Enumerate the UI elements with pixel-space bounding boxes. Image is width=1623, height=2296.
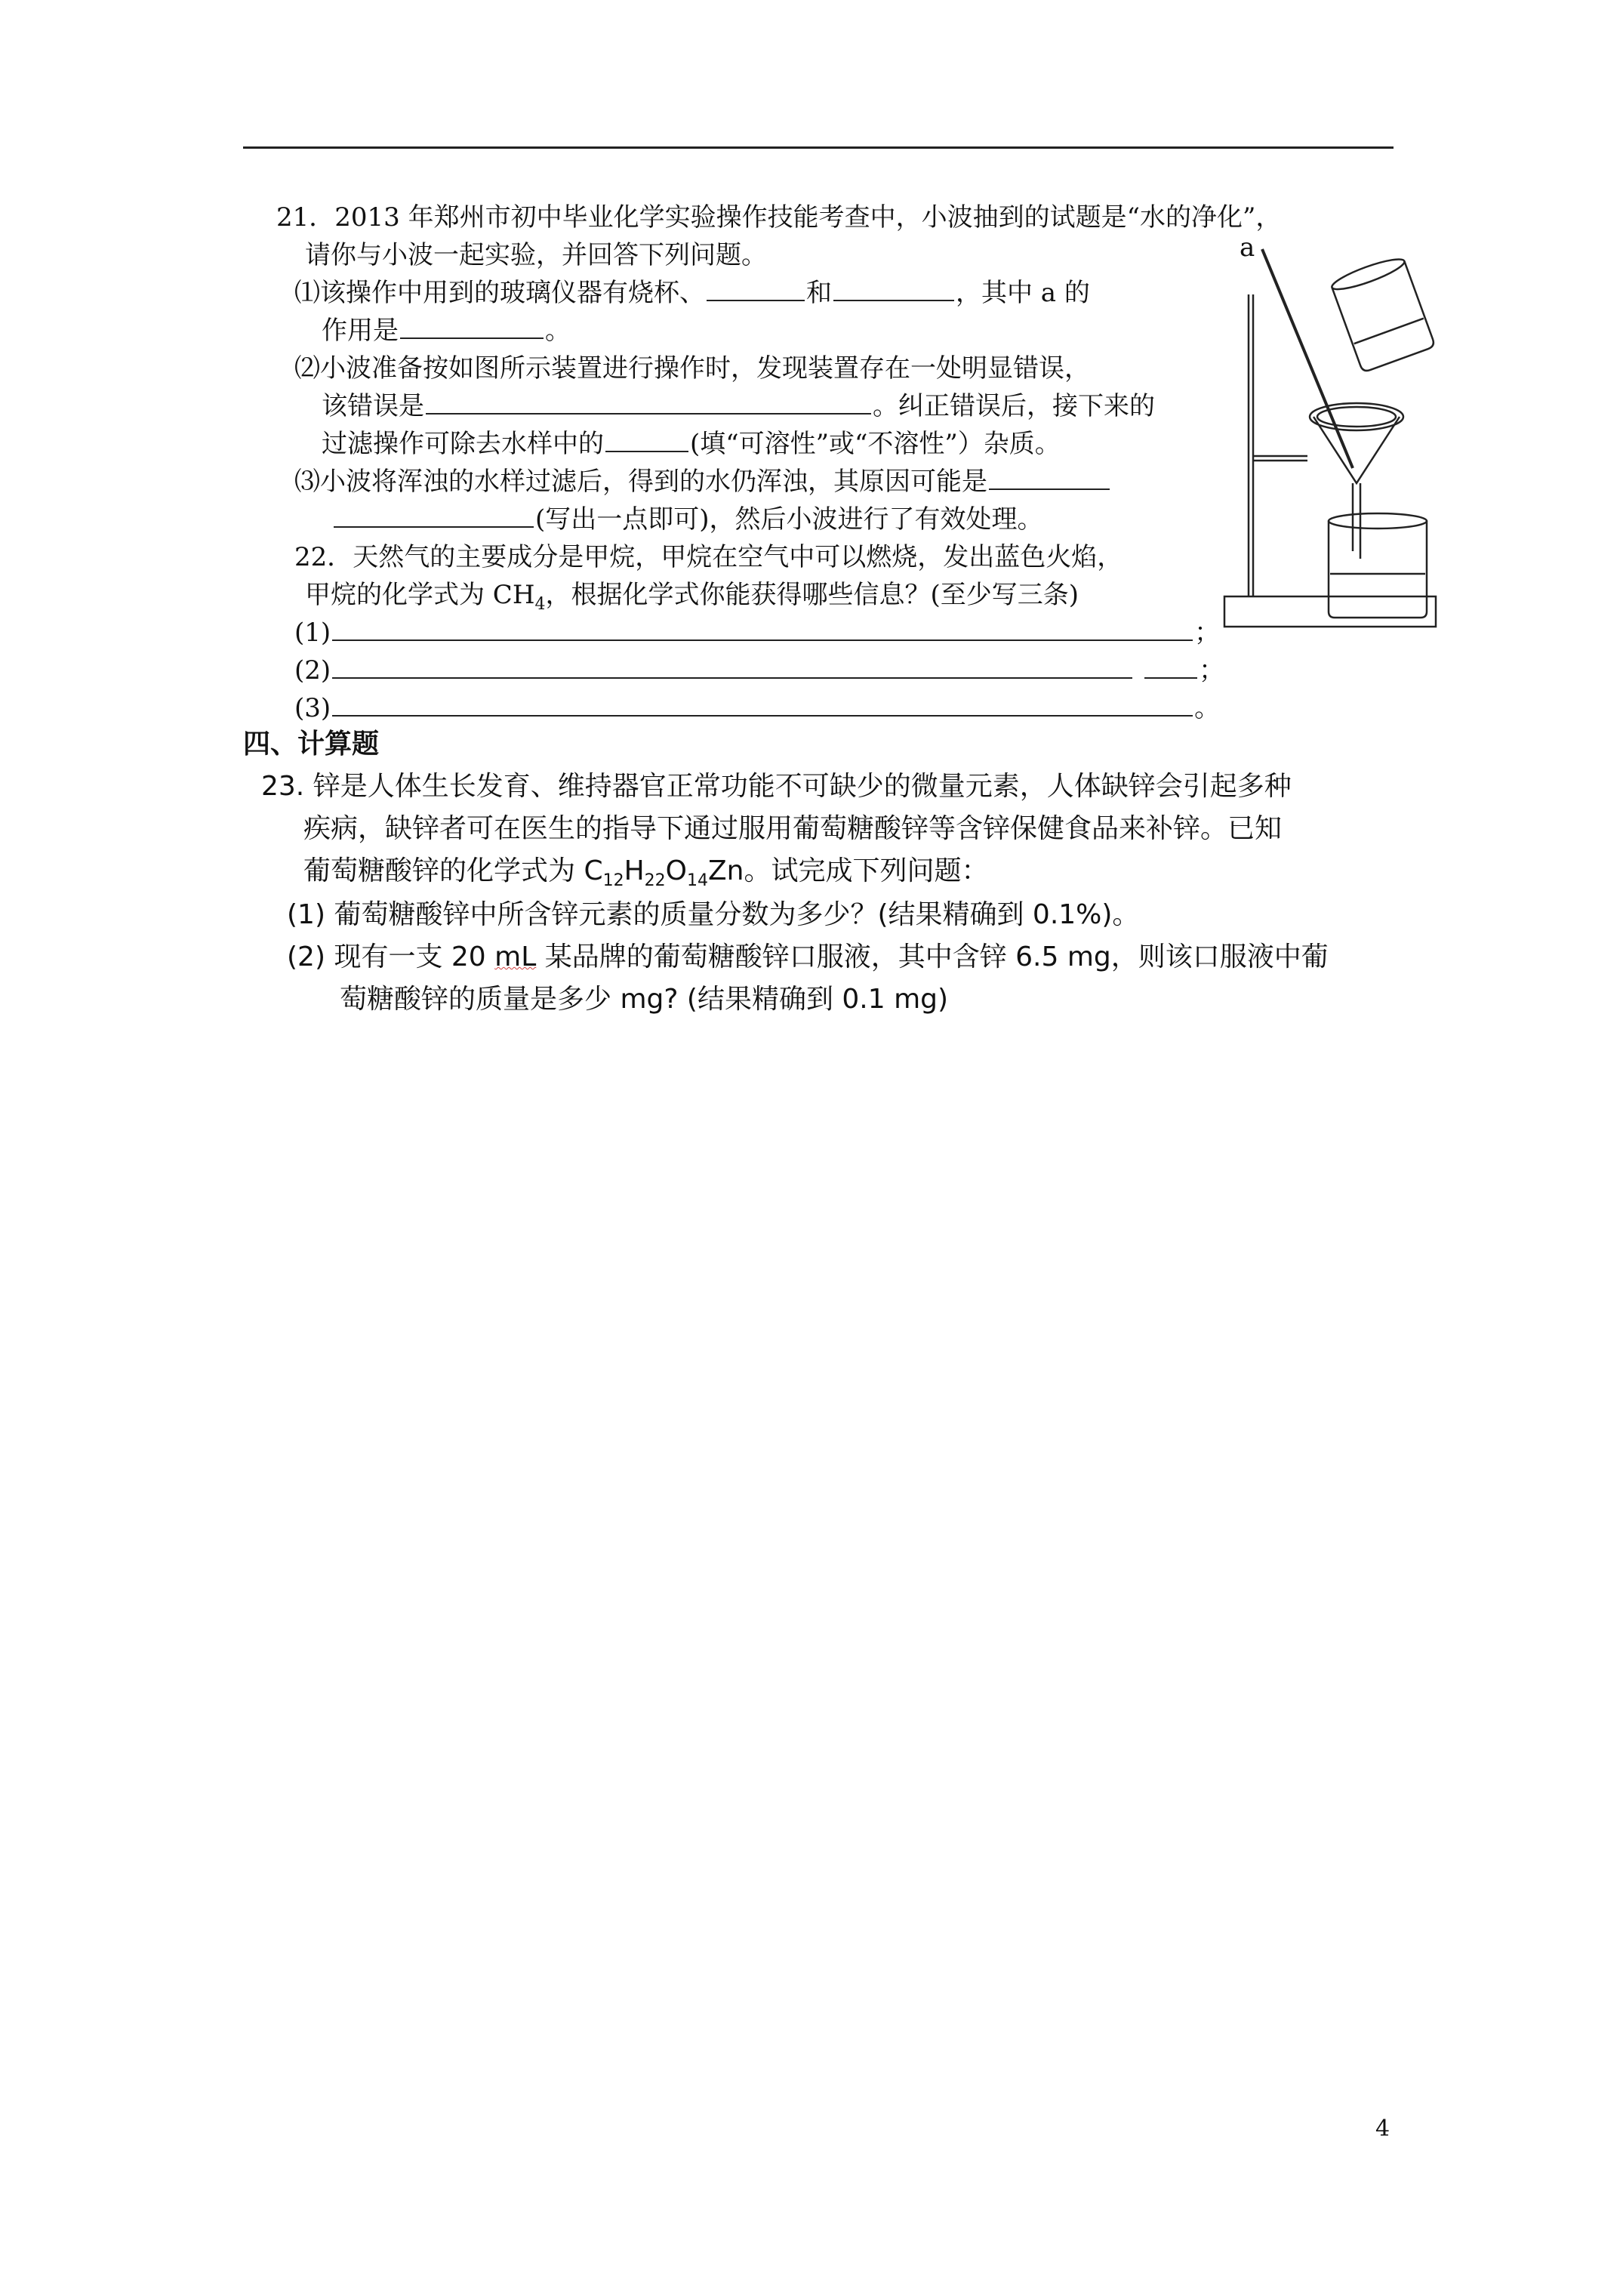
q22-answer-2-end: ； xyxy=(1199,655,1225,686)
answer-blank-2[interactable] xyxy=(833,277,954,301)
q23-formula-c: 葡萄糖酸锌的化学式为 C xyxy=(303,855,603,886)
q21-p1-text-b: 和 xyxy=(806,278,832,308)
q22-answer-3-label: (3) xyxy=(294,693,331,723)
answer-blank-7[interactable] xyxy=(334,504,534,528)
answer-blank-8[interactable] xyxy=(332,617,1193,641)
q22-answer-1 xyxy=(294,616,1220,649)
q22-subscript: 4 xyxy=(534,594,546,614)
q22-text2a: 甲烷的化学式为 CH xyxy=(305,580,535,610)
q23-p2-text-b: 某品牌的葡萄糖酸锌口服液，其中含锌 6.5 mg，则该口服液中葡 xyxy=(536,942,1329,972)
q22-answer-1-label: (1) xyxy=(294,618,331,648)
answer-blank-9[interactable] xyxy=(332,655,1132,679)
q23-line3 xyxy=(303,855,989,891)
q22-text2b: ，根据化学式你能获得哪些信息？(至少写三条) xyxy=(545,580,1079,610)
q21-p1-text-e: 。 xyxy=(545,316,571,346)
q22-answer-3-end: 。 xyxy=(1194,693,1221,723)
answer-blank-6[interactable] xyxy=(989,466,1110,490)
q21-line1 xyxy=(276,201,1281,234)
q21-part2-line2 xyxy=(322,390,1155,423)
q21-p2-text-d: 过滤操作可除去水样中的 xyxy=(322,429,604,459)
pouring-beaker xyxy=(1329,254,1435,372)
section-title xyxy=(243,728,379,761)
q21-p1-text-c: ，其中 a 的 xyxy=(956,278,1090,308)
answer-blank-1[interactable] xyxy=(707,277,805,301)
answer-blank-5[interactable] xyxy=(605,428,688,452)
stand-base xyxy=(1224,596,1436,627)
glass-rod-a xyxy=(1262,249,1353,468)
q23-part2-line2 xyxy=(340,983,948,1016)
header-rule xyxy=(243,146,1394,149)
q21-part1-line1 xyxy=(294,276,1090,310)
q23-p2-unit: mL xyxy=(494,942,537,972)
answer-blank-3[interactable] xyxy=(400,315,544,339)
q21-p2-text-b: 该错误是 xyxy=(322,391,424,421)
answer-blank-4[interactable] xyxy=(426,390,871,415)
section-title-text: 四、计算题 xyxy=(243,729,380,760)
q23-text1: 23. 锌是人体生长发育、维持器官正常功能不可缺少的微量元素，人体缺锌会引起多种 xyxy=(261,771,1292,802)
q23-p2-text-a: (2) 现有一支 20 xyxy=(287,942,495,972)
q21-p3-text-a: ⑶小波将浑浊的水样过滤后，得到的水仍浑浊，其原因可能是 xyxy=(294,467,987,497)
q23-formula-h: H xyxy=(624,855,645,886)
q21-part3-line2 xyxy=(332,503,1043,536)
q23-sub-o: 14 xyxy=(687,871,709,891)
q21-p1-text-a: ⑴该操作中用到的玻璃仪器有烧杯、 xyxy=(294,278,705,308)
q21-line2 xyxy=(305,239,767,272)
q23-part2-line1 xyxy=(287,941,1329,974)
q21-text2: 请你与小波一起实验，并回答下列问题。 xyxy=(305,240,767,270)
q21-part1-line2 xyxy=(322,314,571,347)
q23-formula-zn: Zn。试完成下列问题： xyxy=(708,855,989,886)
filtration-apparatus-figure xyxy=(1217,233,1443,664)
q23-sub-c: 12 xyxy=(602,871,624,891)
q22-answer-3 xyxy=(294,692,1220,725)
page-number: 4 xyxy=(1375,2116,1390,2142)
q21-text1: 21．2013 年郑州市初中毕业化学实验操作技能考查中，小波抽到的试题是“水的净化”， xyxy=(276,202,1282,233)
q21-part2-line1 xyxy=(294,352,1090,385)
q21-p2-text-a: ⑵小波准备按如图所示装置进行操作时，发现装置存在一处明显错误， xyxy=(294,353,1090,384)
q22-line1 xyxy=(294,541,1123,574)
q21-p2-text-e: (填“可溶性”或“不溶性”）杂质。 xyxy=(690,429,1061,459)
q22-answer-2 xyxy=(294,654,1224,687)
q22-answer-2-label: (2) xyxy=(294,655,331,686)
filtration-apparatus-drawing xyxy=(1217,242,1443,664)
q21-part3-line1 xyxy=(294,465,1111,498)
q23-line2 xyxy=(303,812,1282,846)
q23-formula-o: O xyxy=(665,855,688,886)
q23-sub-h: 22 xyxy=(644,871,666,891)
answer-blank-11[interactable] xyxy=(332,692,1193,717)
q22-text1: 22．天然气的主要成分是甲烷，甲烷在空气中可以燃烧，发出蓝色火焰， xyxy=(294,542,1123,572)
q21-p1-text-d: 作用是 xyxy=(322,316,399,346)
receiving-beaker xyxy=(1329,521,1427,618)
answer-blank-10[interactable] xyxy=(1144,655,1197,679)
q23-part1 xyxy=(287,898,1139,932)
q23-line1 xyxy=(261,770,1292,803)
rod-label: a xyxy=(1240,233,1255,263)
q23-p2-text-c: 萄糖酸锌的质量是多少 mg? (结果精确到 0.1 mg) xyxy=(340,984,949,1015)
q21-p2-text-c: 。纠正错误后，接下来的 xyxy=(873,391,1155,421)
q23-text2: 疾病，缺锌者可在医生的指导下通过服用葡萄糖酸锌等含锌保健食品来补锌。已知 xyxy=(303,813,1283,844)
q21-part2-line3 xyxy=(322,427,1061,461)
q21-p3-text-b: (写出一点即可)，然后小波进行了有效处理。 xyxy=(535,504,1043,535)
q22-line2 xyxy=(305,578,1079,612)
q22-answer-1-end: ； xyxy=(1194,618,1221,648)
q23-p1-text: (1) 葡萄糖酸锌中所含锌元素的质量分数为多少？(结果精确到 0.1%)。 xyxy=(287,899,1140,930)
